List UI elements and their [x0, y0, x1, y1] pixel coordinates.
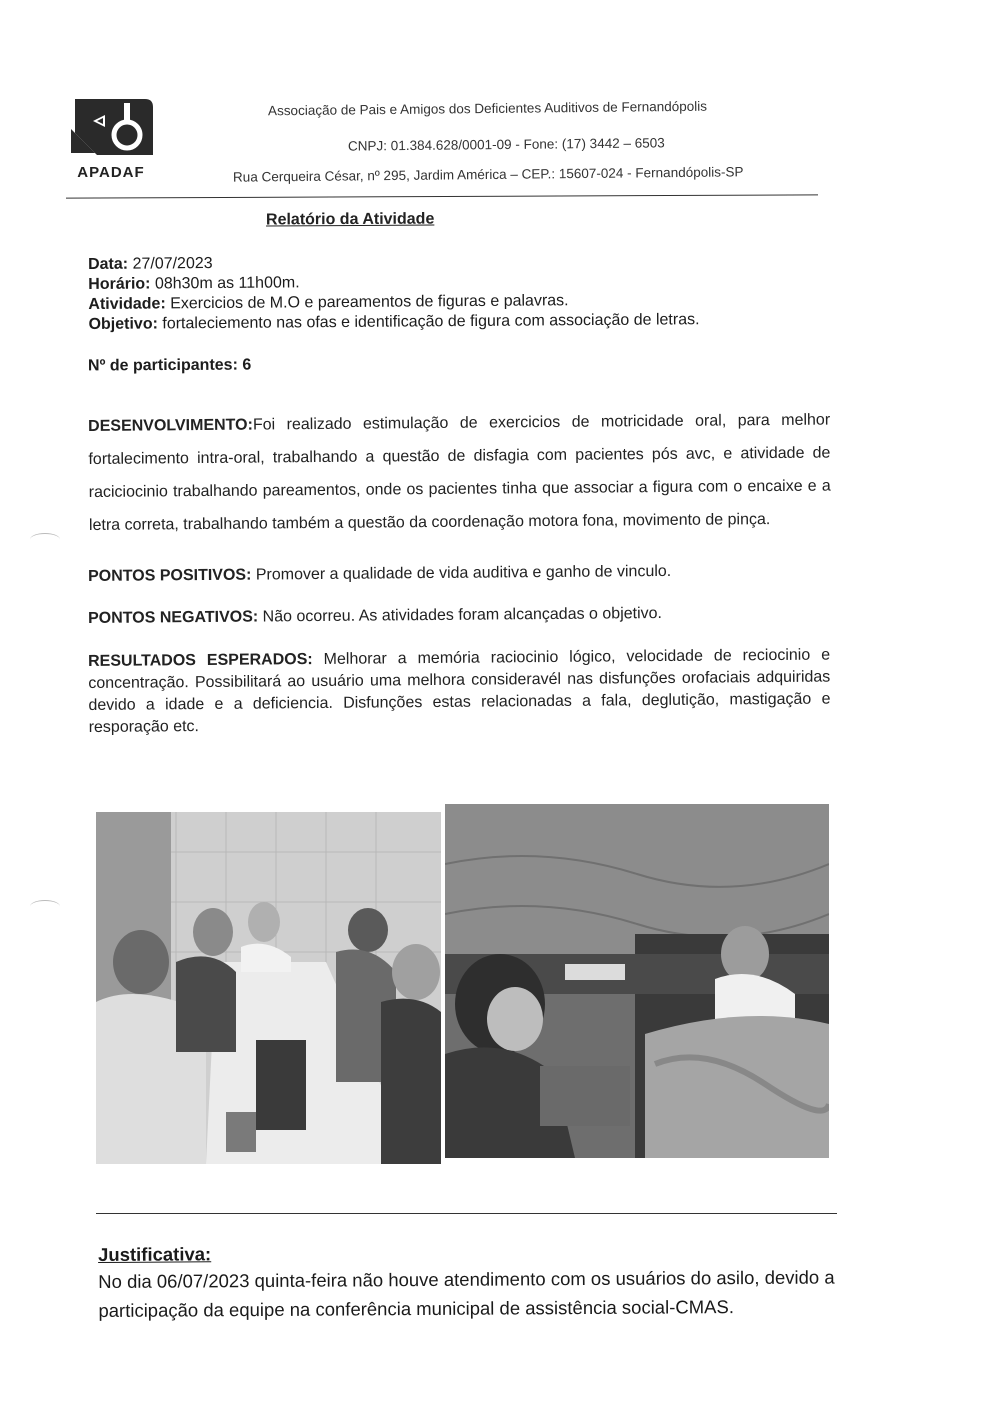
photo-group-table [96, 812, 441, 1164]
individual-activity-photo [445, 804, 829, 1158]
justification-title: Justificativa: [98, 1243, 212, 1265]
address: Rua Cerqueira César, nº 295, Jardim América – CEP.: 15607-024 - Fernandópolis-SP [232, 164, 744, 185]
justification-section [98, 1238, 898, 1325]
objective-row [88, 310, 699, 335]
time-value: 08h30m as 11h00m. [154, 274, 300, 293]
negative-label: PONTOS NEGATIVOS: [88, 608, 259, 627]
positive-label: PONTOS POSITIVOS: [88, 566, 252, 585]
report-title: Relatório da Atividade [265, 210, 435, 229]
results-label: RESULTADOS ESPERADOS: [88, 651, 313, 670]
scan-artifact [30, 900, 60, 913]
objective-label: Objetivo: [88, 315, 158, 333]
header-divider [66, 194, 818, 198]
photo-patient-sofa [445, 804, 829, 1158]
cnpj-phone: CNPJ: 01.384.628/0001-09 - Fone: (17) 3442 – 6503 [347, 135, 665, 154]
results-text: Melhorar a memória raciocinio lógico, velocidade de reciocinio e concentração. Possibilitará ao usuário uma melhora consideravél nas disfunções orofaciais adquiridas devido a idade e a deficiencia. Disfunções estas relacionadas a fala, deglutição, mastigação e resporação etc. [88, 646, 831, 736]
development-text: Foi realizado estimulação de exercicios de motricidade oral, para melhor fortalecimento intra-oral, trabalhando a questão de disfagia com pacientes pós avc, e atividade de raciciocinio trabalhando pareamentos, onde os pacientes tinha que associar a figura com o encaixe e a letra correta, trabalhando também a questão da coordenação motora fona, movimento de pinça. [88, 411, 831, 534]
development-section [88, 404, 831, 542]
date-value: 27/07/2023 [132, 255, 213, 273]
apadaf-logo [67, 95, 159, 181]
justification-text: No dia 06/07/2023 quinta-feira não houve atendimento com os usuários do asilo, devido a participação da equipe na conferência municipal de assistência social-CMAS. [98, 1266, 835, 1321]
association-name: Associação de Pais e Amigos dos Deficientes Auditivos de Fernandópolis [267, 98, 708, 119]
logo-text: APADAF [77, 164, 145, 181]
activity-value: Exercicios de M.O e pareamentos de figuras e palavras. [170, 292, 569, 313]
development-label: DESENVOLVIMENTO: [88, 416, 253, 435]
expected-results-section [88, 645, 831, 739]
time-label: Horário: [88, 275, 151, 293]
report-meta [88, 250, 700, 335]
activity-label: Atividade: [88, 295, 166, 313]
ear-logo-icon [67, 95, 155, 159]
positive-points-section [88, 561, 830, 587]
group-activity-photo [96, 812, 441, 1164]
objective-value: fortaleciemento nas ofas e identificação de figura com associação de letras. [162, 311, 700, 333]
activity-photos [96, 804, 829, 1164]
participants-count: Nº de participantes: 6 [87, 356, 252, 375]
footer-divider [96, 1213, 837, 1214]
positive-text: Promover a qualidade de vida auditiva e ganho de vinculo. [255, 562, 672, 584]
date-label: Data: [88, 255, 129, 273]
negative-text: Não ocorreu. As atividades foram alcançadas o objetivo. [262, 604, 663, 626]
scan-artifact [30, 533, 60, 546]
negative-points-section [88, 603, 830, 629]
